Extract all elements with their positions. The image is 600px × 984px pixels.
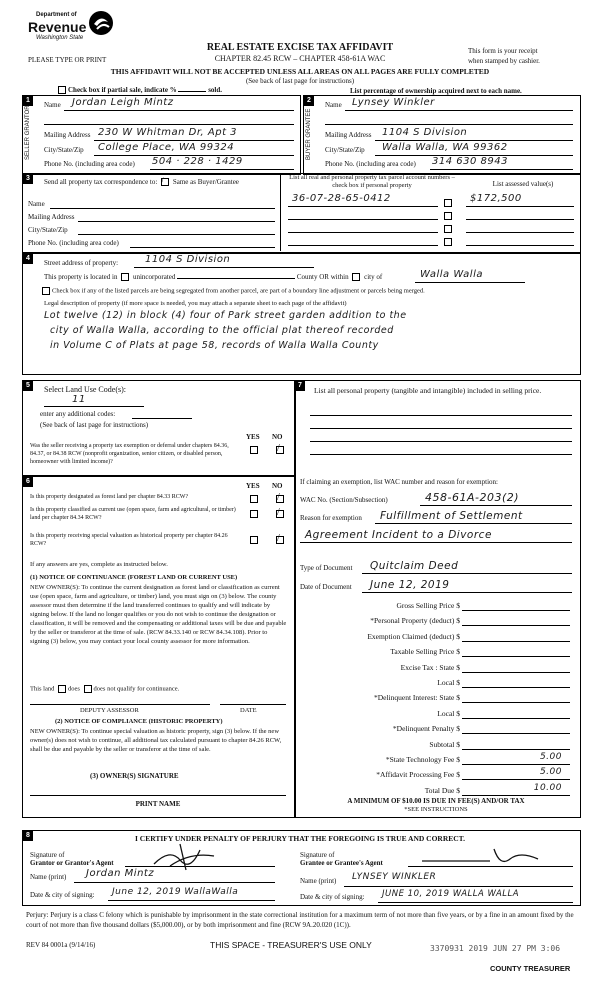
- receipt-note-1: This form is your receipt: [468, 47, 538, 55]
- seller-phone-line: [150, 169, 294, 170]
- assessed-line-4: [466, 245, 574, 246]
- does-not-label: does not: [93, 685, 116, 693]
- pp-line-3[interactable]: [310, 441, 572, 442]
- owner-signature-line[interactable]: [30, 795, 286, 796]
- fee-value[interactable]: 5.00: [539, 752, 562, 762]
- corr-city-line[interactable]: [78, 234, 275, 235]
- fee-row: [300, 783, 572, 797]
- buyer-date-line: [378, 902, 573, 903]
- fee-label: *Personal Property (deduct) $: [370, 616, 460, 626]
- please-print: PLEASE TYPE OR PRINT: [28, 56, 107, 64]
- seller-sig-label-1: Signature of: [30, 851, 65, 859]
- this-land-row: [30, 685, 179, 693]
- land-use-label: Select Land Use Code(s):: [44, 385, 126, 394]
- receipt-note-2: when stamped by cashier.: [468, 57, 540, 65]
- deputy-assessor-label: DEPUTY ASSESSOR: [80, 707, 139, 714]
- yes-header-5: YES: [246, 433, 260, 441]
- corr-addr-line[interactable]: [78, 221, 275, 222]
- county-treasurer: COUNTY TREASURER: [490, 964, 571, 973]
- city-of-label: city of: [364, 273, 383, 281]
- section-8-number: 8: [23, 831, 33, 841]
- fee-row: [300, 690, 572, 704]
- warning-banner: THIS AFFIDAVIT WILL NOT BE ACCEPTED UNLESS ALL AREAS ON ALL PAGES ARE FULLY COMPLETED: [110, 67, 490, 76]
- fee-label: Gross Selling Price $: [396, 601, 460, 610]
- print-name-label: PRINT NAME: [135, 800, 181, 808]
- qualify-label: qualify for continuance.: [117, 685, 180, 693]
- legal-description-1[interactable]: Lot twelve (12) in block (4) four of Park street garden addition to the: [44, 310, 407, 321]
- notice-continuance-title: (1) NOTICE OF CONTINUANCE (FOREST LAND OR CURRENT USE): [30, 574, 238, 581]
- this-land-label: This land: [30, 685, 55, 693]
- section-1-number: 1: [23, 96, 33, 106]
- section-5-number: 5: [23, 381, 33, 391]
- parcel-line-1: [288, 206, 438, 207]
- fee-value[interactable]: 5.00: [539, 767, 562, 778]
- sec3-divider: [280, 173, 281, 251]
- buyer-name-line-2: [325, 124, 573, 125]
- seller-city[interactable]: College Place, WA 99324: [98, 142, 235, 153]
- located-label: This property is located in: [44, 273, 118, 281]
- legal-description-3[interactable]: in Volume C of Plats at page 58, records of Walla Walla County: [50, 340, 379, 351]
- buyer-name-label: Name: [325, 101, 342, 109]
- same-as-buyer-checkbox[interactable]: /: [161, 178, 169, 186]
- fee-row: [300, 598, 572, 612]
- unincorporated-checkbox[interactable]: [121, 273, 129, 281]
- yes-header-6: YES: [246, 482, 260, 490]
- wac-number[interactable]: 458-61A-203(2): [425, 491, 520, 504]
- form-chapter: CHAPTER 82.45 RCW – CHAPTER 458-61A WAC: [214, 54, 386, 63]
- buyer-print-label: Name (print): [300, 877, 337, 885]
- exemption-yes-checkbox[interactable]: [250, 446, 258, 454]
- owner-signature-title: (3) OWNER(S) SIGNATURE: [90, 772, 179, 780]
- perjury-notice: Perjury: Perjury is a class C felony which is punishable by imprisonment in the state correctional institution for a maximum term of not more than five years, or by a fine in an amount fixed by the court of not more than five thousand dollars ($5,000.00), or by both imprisonment and fine (RCW 9A.20.020 (1C)).: [26, 911, 574, 929]
- fee-label: Total Due $: [424, 785, 460, 795]
- washington-state: Washington State: [36, 35, 84, 41]
- revenue-word: Revenue: [28, 19, 87, 35]
- seller-city-label: City/State/Zip: [44, 146, 84, 154]
- historic-no-checkbox[interactable]: /: [276, 536, 284, 544]
- fee-row: [300, 629, 572, 643]
- partial-sale-label: Check box if partial sale, indicate %: [68, 86, 177, 94]
- assessed-line-1: [466, 206, 574, 207]
- dept-of: Department of: [36, 12, 77, 18]
- current-use-no-checkbox[interactable]: /: [276, 510, 284, 518]
- segregated-row: [40, 287, 425, 295]
- property-city[interactable]: Walla Walla: [420, 269, 483, 280]
- pct-ownership-note: List percentage of ownership acquired next to each name.: [350, 87, 522, 95]
- buyer-print-line: [344, 886, 573, 887]
- wac-line: [420, 505, 572, 506]
- buyer-addr-label: Mailing Address: [325, 131, 372, 139]
- parcel-header: List all real and personal property tax parcel account numbers – check box if personal property: [289, 174, 455, 189]
- buyer-side-label: BUYER GRANTEE: [306, 108, 312, 160]
- pp-line-1[interactable]: [310, 415, 572, 416]
- no-header-6: NO: [272, 482, 283, 490]
- see-instructions-note: *SEE INSTRUCTIONS: [404, 806, 468, 813]
- fee-label: Exemption Claimed (deduct) $: [367, 631, 460, 641]
- seller-phone-label: Phone No. (including area code): [44, 160, 135, 168]
- fee-row: [300, 660, 572, 674]
- seller-print-line: [74, 882, 275, 883]
- exemption-question: Was the seller receiving a property tax exemption or deferral under chapters 84.36, 84.37, or 84.38 RCW (nonprofit organization, senior citizen, or disabled person, homeowner with limited income)?: [30, 443, 229, 465]
- buyer-signature-icon: [420, 845, 540, 869]
- wac-label: WAC No. (Section/Subsection): [300, 496, 388, 504]
- fee-value-line[interactable]: [462, 764, 570, 765]
- street-line: [134, 267, 314, 268]
- exemption-no-checkbox[interactable]: /: [276, 446, 284, 454]
- corr-phone-line[interactable]: [130, 247, 275, 248]
- section-7-number: 7: [295, 381, 305, 391]
- parcel-line-4: [288, 245, 438, 246]
- claim-exemption-label: If claiming an exemption, list WAC number and reason for exemption:: [300, 478, 498, 486]
- fee-value-line[interactable]: [462, 687, 570, 688]
- corr-phone-label: Phone No. (including area code): [28, 239, 119, 247]
- segregated-checkbox[interactable]: [42, 287, 50, 295]
- doc-type-label: Type of Document: [300, 564, 353, 572]
- buyer-city[interactable]: Walla Walla, WA 99362: [382, 142, 508, 153]
- buyer-phone-label: Phone No. (including area code): [325, 160, 416, 168]
- parcel-line-3: [288, 232, 438, 233]
- seller-name[interactable]: Jordan Leigh Mintz: [72, 97, 174, 108]
- fee-value[interactable]: 10.00: [533, 782, 562, 793]
- county-label: County OR within: [296, 273, 349, 281]
- fee-row: [300, 767, 572, 781]
- seller-signature-icon: [150, 842, 220, 872]
- section-2-number: 2: [304, 96, 314, 106]
- partial-sale-row: [56, 86, 222, 94]
- notice-compliance-body: NEW OWNER(S): To continue special valuation as historic property, sign (3) below. If the new owner(s) does not wish to continue, all additional tax calculated pursuant to chapter 84.26 RCW, shall be due and payable by the seller or transferor at the time of sale.: [30, 728, 282, 753]
- corr-name-label: Name: [28, 200, 45, 208]
- unincorporated-label: unincorporated: [132, 273, 176, 281]
- doc-date[interactable]: June 12, 2019: [370, 579, 450, 591]
- see-back: (See back of last page for instructions): [245, 77, 355, 85]
- section-4-number: 4: [23, 254, 33, 264]
- seller-addr-line: [94, 140, 294, 141]
- fee-value-line[interactable]: [462, 656, 570, 657]
- personal-property-checkbox-2[interactable]: [444, 212, 452, 220]
- fee-row: [300, 721, 572, 735]
- seller-sig-label-2: Grantor or Grantor's Agent: [30, 859, 114, 867]
- street-label: Street address of property:: [44, 259, 119, 267]
- no-header-5: NO: [272, 433, 283, 441]
- reason-text-1[interactable]: Fulfillment of Settlement: [380, 510, 523, 522]
- assessed-line-3: [466, 232, 574, 233]
- seller-print-name[interactable]: Jordan Mintz: [86, 868, 155, 879]
- deputy-date-label: DATE: [240, 707, 257, 714]
- notice-continuance-body: NEW OWNER(S): To continue the current designation as forest land or classification as current use (open space, farm and agriculture, or timber) land, you must sign on (3) below. The county assessor must then determine if the land transferred continues to qualify and will indicate by signing below. If the land no longer qualifies or you do not wish to continue the designation or classification, it will be removed and the compensating or additional taxes will be due and payable by the seller or transferor at the time of sale. (RCW 84.33.140 or RCW 84.34.108). Prior to signing (3) below, you may contact your local county assessor for more information.: [30, 584, 287, 645]
- forest-land-section: [22, 476, 296, 818]
- does-checkbox[interactable]: [58, 685, 66, 693]
- current-use-question: Is this property classified as current use (open space, farm and agricultural, or timber) land per chapter 84.34 RCW?: [30, 507, 236, 521]
- does-label: does: [68, 685, 80, 693]
- personal-property-checkbox-1[interactable]: [444, 199, 452, 207]
- legal-label: Legal description of property (if more space is needed, you may attach a separate sheet to each page of the affidavit): [44, 300, 347, 307]
- current-use-yes-checkbox[interactable]: [250, 510, 258, 518]
- personal-property-checkbox-4[interactable]: [444, 238, 452, 246]
- doc-date-line: [362, 592, 572, 593]
- fee-label: Excise Tax : State $: [400, 662, 460, 672]
- reason-text-2[interactable]: Agreement Incident to a Divorce: [305, 529, 492, 541]
- buyer-print-name[interactable]: LYNSEY WINKLER: [352, 872, 437, 882]
- assessed-header: List assessed value(s): [492, 180, 554, 188]
- fee-label: Local $: [437, 678, 460, 687]
- seller-addr-label: Mailing Address: [44, 131, 91, 139]
- fee-value-line[interactable]: [462, 610, 570, 611]
- buyer-phone[interactable]: 314 630 8943: [432, 156, 508, 167]
- reason-line-2: [300, 542, 572, 543]
- fee-row: [300, 706, 572, 720]
- buyer-addr-line: [375, 140, 573, 141]
- historic-yes-checkbox[interactable]: [250, 536, 258, 544]
- buyer-sig-label-1: Signature of: [300, 851, 335, 859]
- land-use-see-back: (See back of last page for instructions): [40, 421, 149, 429]
- forest-question: Is this property designated as forest land per chapter 84.33 RCW?: [30, 494, 189, 500]
- does-not-checkbox[interactable]: [84, 685, 92, 693]
- doc-date-label: Date of Document: [300, 583, 352, 591]
- fee-value-line[interactable]: [462, 625, 570, 626]
- pp-line-2[interactable]: [310, 428, 572, 429]
- buyer-phone-line: [430, 169, 573, 170]
- fee-value-line[interactable]: [462, 749, 570, 750]
- treasurer-space: THIS SPACE - TREASURER'S USE ONLY: [210, 940, 372, 950]
- seller-date-label: Date & city of signing:: [30, 891, 95, 899]
- parcel-number[interactable]: 36-07-28-65-0412: [292, 193, 391, 204]
- additional-codes-line[interactable]: [132, 418, 192, 419]
- seller-phone[interactable]: 504 · 228 · 1429: [152, 156, 243, 167]
- buyer-sig-label-2: Grantee or Grantee's Agent: [300, 859, 383, 867]
- additional-codes-label: enter any additional codes:: [40, 410, 116, 418]
- land-use-code[interactable]: 11: [72, 394, 86, 405]
- seller-date-city[interactable]: June 12, 2019 WallaWalla: [112, 887, 239, 897]
- doc-type-line: [362, 573, 572, 574]
- historic-question: Is this property receiving special valuation as historical property per chapter 84.26 RCW?: [30, 533, 228, 547]
- seller-side-label: SELLER GRANTOR: [25, 105, 31, 160]
- property-city-line: [415, 282, 525, 283]
- fee-value-line[interactable]: [462, 672, 570, 673]
- personal-property-label: List all personal property (tangible and intangible) included in selling price.: [314, 386, 542, 395]
- personal-property-checkbox-3[interactable]: [444, 225, 452, 233]
- send-label: Send all property tax correspondence to:: [44, 178, 158, 186]
- send-correspondence: [44, 178, 239, 186]
- property-street[interactable]: 1104 S Division: [145, 254, 231, 265]
- forest-no-checkbox[interactable]: /: [276, 495, 284, 503]
- fee-label: *State Technology Fee $: [385, 755, 460, 764]
- reason-label: Reason for exemption: [300, 514, 362, 522]
- corr-addr-label: Mailing Address: [28, 213, 75, 221]
- form-revision: REV 84 0001a (9/14/16): [26, 941, 96, 949]
- seller-name-line-2: [44, 124, 294, 125]
- partial-sale-checkbox[interactable]: [58, 86, 66, 94]
- doc-type[interactable]: Quitclaim Deed: [370, 560, 459, 572]
- fee-value-line[interactable]: [462, 733, 570, 734]
- fee-row: [300, 613, 572, 627]
- located-row: [44, 273, 382, 281]
- partial-sold: sold.: [208, 86, 223, 94]
- same-as-buyer-label: Same as Buyer/Grantee: [172, 178, 239, 186]
- certify-statement: I CERTIFY UNDER PENALTY OF PERJURY THAT THE FOREGOING IS TRUE AND CORRECT.: [134, 834, 465, 843]
- fee-row: [300, 644, 572, 658]
- section-3-number: 3: [23, 174, 33, 184]
- section-6-number: 6: [23, 477, 33, 487]
- fee-label: *Affidavit Processing Fee $: [376, 770, 460, 780]
- city-checkbox[interactable]: [352, 273, 360, 281]
- form-title: REAL ESTATE EXCISE TAX AFFIDAVIT: [206, 42, 394, 53]
- fee-label: Taxable Selling Price $: [390, 647, 460, 657]
- notice-compliance-title: (2) NOTICE OF COMPLIANCE (HISTORIC PROPERTY): [55, 718, 223, 725]
- dor-logo: [28, 8, 118, 53]
- fee-label: Subtotal $: [429, 739, 460, 749]
- assessed-line-2: [466, 219, 574, 220]
- seller-name-label: Name: [44, 101, 61, 109]
- fee-label: Local $: [437, 708, 460, 718]
- land-use-line: [44, 406, 144, 407]
- segregated-label: Check box if any of the listed parcels are being segregated from another parcel, are part of a boundary line adjustment or parcels being merged.: [52, 287, 425, 295]
- fee-row: [300, 752, 572, 766]
- minimum-fee-note: A MINIMUM OF $10.00 IS DUE IN FEE(S) AND/OR TAX: [347, 797, 525, 805]
- seller-name-line: [64, 110, 294, 111]
- fee-label: *Delinquent Interest: State $: [373, 693, 460, 703]
- fee-row: [300, 737, 572, 751]
- assessed-value[interactable]: $172,500: [470, 193, 522, 204]
- buyer-date-label: Date & city of signing:: [300, 893, 365, 901]
- legal-description-2[interactable]: city of Walla Walla, according to the official plat thereof recorded: [50, 325, 394, 336]
- buyer-city-label: City/State/Zip: [325, 146, 365, 154]
- deputy-line[interactable]: [30, 704, 210, 705]
- corr-name-line[interactable]: [50, 208, 275, 209]
- pp-line-4[interactable]: [310, 454, 572, 455]
- reason-line-1: [375, 523, 572, 524]
- seller-print-label: Name (print): [30, 873, 67, 881]
- seller-date-line: [108, 900, 275, 901]
- buyer-name[interactable]: Lynsey Winkler: [352, 97, 435, 108]
- fee-value-line[interactable]: [462, 641, 570, 642]
- corr-city-label: City/State/Zip: [28, 226, 68, 234]
- fee-value-line[interactable]: [462, 779, 570, 780]
- deputy-date-line[interactable]: [220, 704, 286, 705]
- buyer-date-city[interactable]: JUNE 10, 2019 WALLA WALLA: [382, 889, 520, 899]
- fee-value-line[interactable]: [462, 795, 570, 796]
- fee-row: [300, 675, 572, 689]
- forest-yes-checkbox[interactable]: [250, 495, 258, 503]
- fee-value-line[interactable]: [462, 718, 570, 719]
- buyer-address[interactable]: 1104 S Division: [382, 127, 468, 138]
- parcel-line-2: [288, 219, 438, 220]
- buyer-name-line: [345, 110, 573, 111]
- fee-label: *Delinquent Penalty $: [392, 724, 460, 734]
- fee-value-line[interactable]: [462, 702, 570, 703]
- if-any-yes: If any answers are yes, complete as instructed below.: [30, 561, 168, 568]
- seller-address[interactable]: 230 W Whitman Dr, Apt 3: [98, 127, 238, 138]
- dor-swirl-icon: [88, 10, 114, 36]
- treasurer-stamp: 3370931 2019 JUN 27 PM 3:06: [430, 944, 561, 953]
